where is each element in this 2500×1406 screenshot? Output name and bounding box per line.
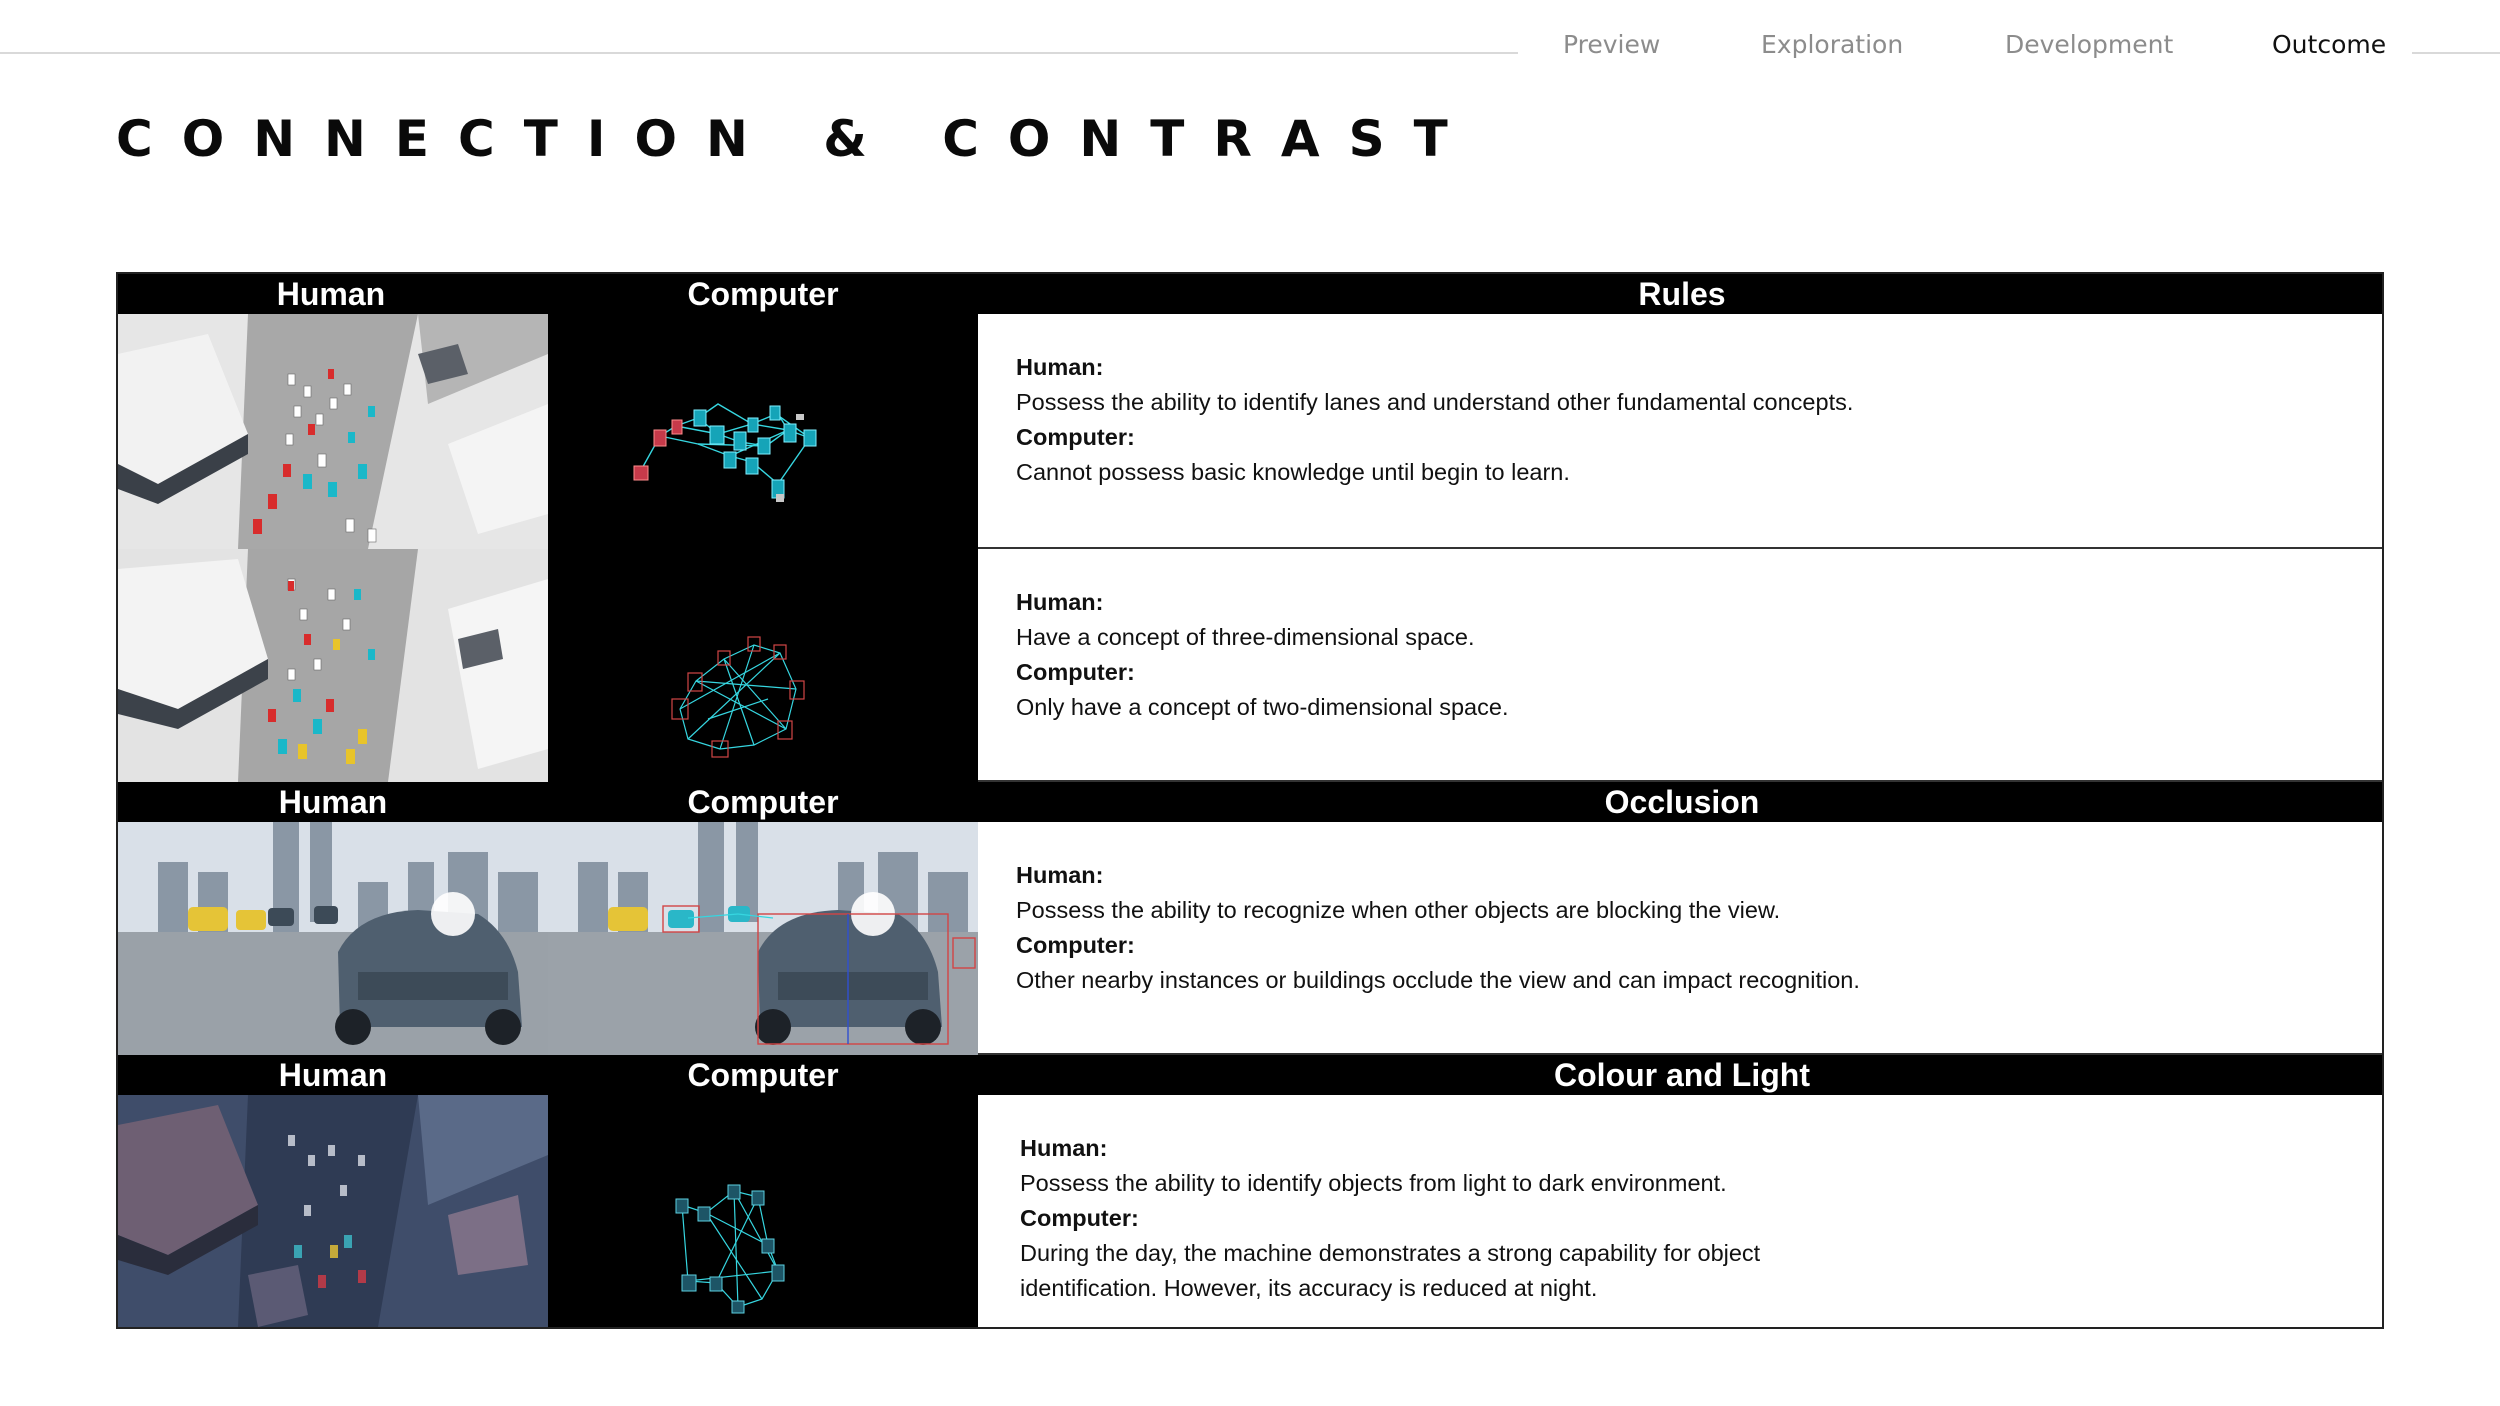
- computer-occlusion-detection-image: [548, 822, 978, 1055]
- nav-item-preview[interactable]: Preview: [1563, 30, 1661, 59]
- computer-detection-graph-image: [548, 314, 978, 549]
- human-column-header: Human: [278, 784, 388, 820]
- rules-text-cell-1: [978, 314, 2382, 549]
- comparison-text: [1016, 350, 1896, 490]
- computer-night-detection-image: [548, 1095, 978, 1327]
- section-header-rules: [118, 274, 2382, 314]
- nav-item-development[interactable]: Development: [2005, 30, 2174, 59]
- comparison-text: [1016, 585, 1896, 725]
- computer-label: Computer:: [1016, 424, 1135, 450]
- colour-light-text-cell: [978, 1095, 2382, 1327]
- comparison-text: [1020, 1131, 1900, 1306]
- computer-label: Computer:: [1016, 659, 1135, 685]
- topic-header: Colour and Light: [1554, 1057, 1810, 1093]
- human-label: Human:: [1016, 354, 1104, 380]
- human-description: Possess the ability to recognize when other objects are blocking the view.: [1016, 897, 1781, 923]
- computer-description: Only have a concept of two-dimensional space.: [1016, 694, 1509, 720]
- human-label: Human:: [1016, 862, 1104, 888]
- human-label: Human:: [1020, 1135, 1108, 1161]
- comparison-text: [1016, 858, 1896, 998]
- rules-text-cell-2: [978, 549, 2382, 782]
- computer-label: Computer:: [1020, 1205, 1139, 1231]
- nav-item-exploration[interactable]: Exploration: [1761, 30, 1904, 59]
- computer-column-header: Computer: [687, 1057, 839, 1093]
- computer-description: Cannot possess basic knowledge until begin to learn.: [1016, 459, 1570, 485]
- human-label: Human:: [1016, 589, 1104, 615]
- human-description: Possess the ability to identify objects from light to dark environment.: [1020, 1170, 1727, 1196]
- human-column-header: Human: [278, 1057, 388, 1093]
- section-header-occlusion: [118, 782, 2382, 822]
- top-navigation: [1530, 30, 2410, 76]
- occlusion-text-cell: [978, 822, 2382, 1055]
- nav-divider-right: [2412, 52, 2500, 54]
- computer-column-header: Computer: [687, 276, 839, 312]
- computer-label: Computer:: [1016, 932, 1135, 958]
- computer-detection-graph-image: [548, 549, 978, 782]
- nav-item-outcome[interactable]: Outcome: [2272, 30, 2387, 59]
- human-night-aerial-image: [118, 1095, 548, 1327]
- computer-description: During the day, the machine demonstrates a strong capability for object identification. However, its accuracy is reduced at night.: [1020, 1240, 1761, 1301]
- topic-header: Rules: [1638, 276, 1726, 312]
- computer-description: Other nearby instances or buildings occlude the view and can impact recognition.: [1016, 967, 1860, 993]
- human-column-header: Human: [276, 276, 386, 312]
- computer-column-header: Computer: [687, 784, 839, 820]
- comparison-table: [116, 272, 2384, 1329]
- human-description: Possess the ability to identify lanes and understand other fundamental concepts.: [1016, 389, 1854, 415]
- human-street-occlusion-image: [118, 822, 548, 1055]
- human-aerial-traffic-image: [118, 549, 548, 782]
- section-header-colour-and-light: [118, 1055, 2382, 1095]
- human-aerial-traffic-image: [118, 314, 548, 549]
- topic-header: Occlusion: [1604, 784, 1760, 820]
- nav-divider-left: [0, 52, 1518, 54]
- page-title: CONNECTION & CONTRAST: [116, 110, 1477, 168]
- human-description: Have a concept of three-dimensional space.: [1016, 624, 1475, 650]
